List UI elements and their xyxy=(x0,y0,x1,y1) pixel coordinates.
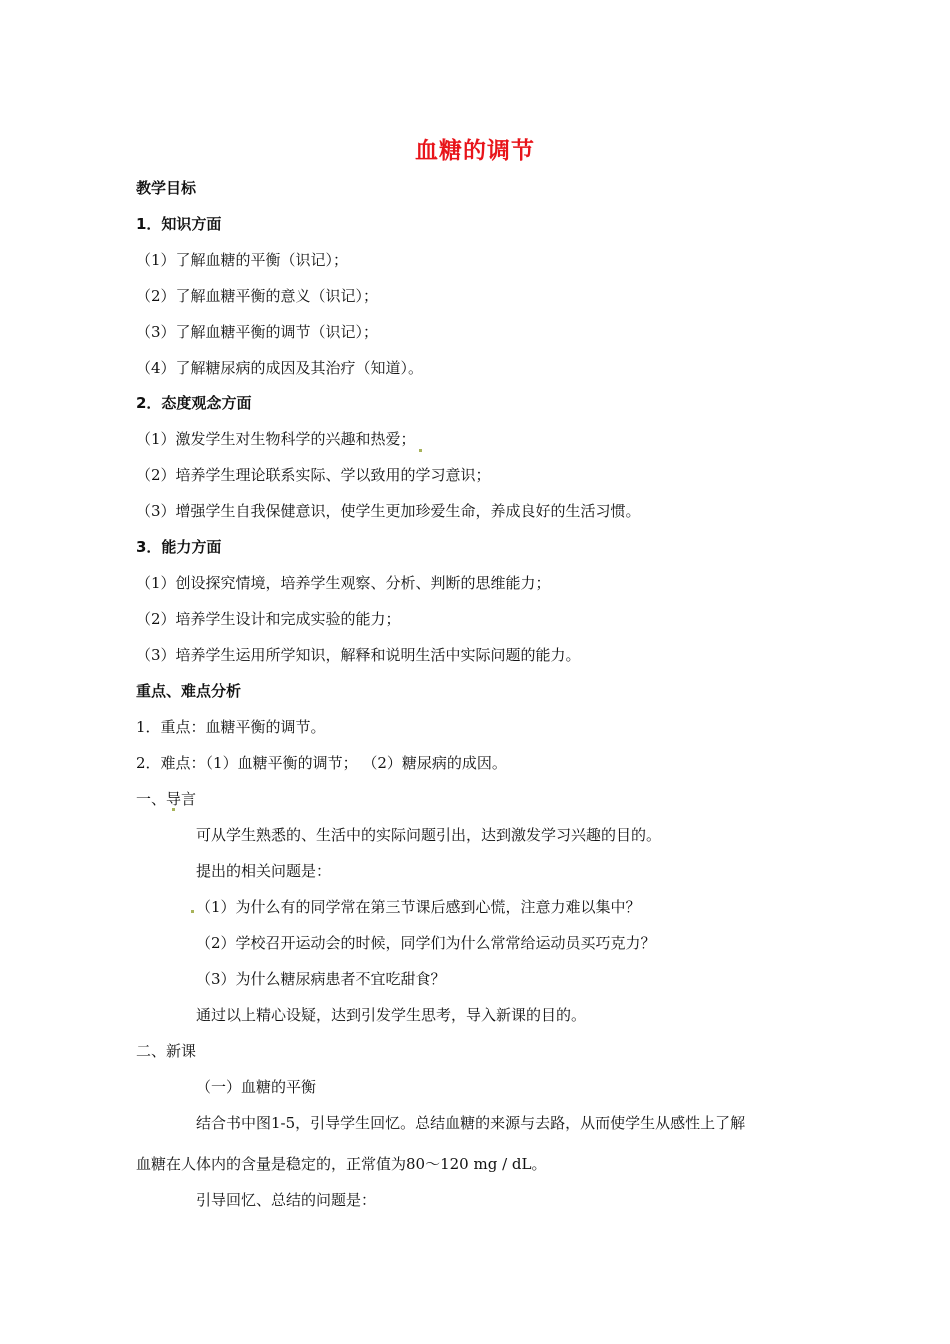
speck-mark xyxy=(191,910,194,913)
list-item: （1）创设探究情境，培养学生观察、分析、判断的思维能力； xyxy=(136,574,551,592)
paragraph-continuation: 血糖在人体内的含量是稳定的，正常值为80～120 mg / dL。 xyxy=(136,1155,547,1173)
question-item: （1）为什么有的同学常在第三节课后感到心慌，注意力难以集中？ xyxy=(196,898,641,916)
paragraph: 结合书中图1-5，引导学生回忆。总结血糖的来源与去路，从而使学生从感性上了解 xyxy=(196,1114,746,1132)
paragraph: 引导回忆、总结的问题是： xyxy=(196,1191,377,1209)
question-item: （3）为什么糖尿病患者不宜吃甜食？ xyxy=(196,970,446,988)
list-item: （3）增强学生自我保健意识，使学生更加珍爱生命，养成良好的生活习惯。 xyxy=(136,502,641,520)
list-item: （1）了解血糖的平衡（识记）； xyxy=(136,251,349,269)
list-item: （1）激发学生对生物科学的兴趣和热爱； xyxy=(136,430,416,448)
speck-mark xyxy=(419,449,422,452)
section-heading-introduction: 一、导言 xyxy=(136,790,197,808)
section-heading-new-lesson: 二、新课 xyxy=(136,1042,197,1060)
paragraph: 提出的相关问题是： xyxy=(196,862,332,880)
difficulty-line: 2．难点：（1）血糖平衡的调节； （2）糖尿病的成因。 xyxy=(136,754,507,772)
section-heading-key-points: 重点、难点分析 xyxy=(136,682,242,700)
subsection-heading: （一）血糖的平衡 xyxy=(196,1078,317,1096)
document-title: 血糖的调节 xyxy=(415,138,535,164)
paragraph: 通过以上精心设疑，达到引发学生思考，导入新课的目的。 xyxy=(196,1006,587,1024)
section-heading-objectives: 教学目标 xyxy=(136,179,197,197)
subheading-knowledge: 1．知识方面 xyxy=(136,215,222,233)
list-item: （2）培养学生理论联系实际、学以致用的学习意识； xyxy=(136,466,491,484)
list-item: （2）培养学生设计和完成实验的能力； xyxy=(136,610,401,628)
list-item: （4）了解糖尿病的成因及其治疗（知道）。 xyxy=(136,359,424,377)
subheading-attitude: 2．态度观念方面 xyxy=(136,394,252,412)
list-item: （3）培养学生运用所学知识，解释和说明生活中实际问题的能力。 xyxy=(136,646,581,664)
key-point-line: 1．重点：血糖平衡的调节。 xyxy=(136,718,326,736)
question-item: （2）学校召开运动会的时候，同学们为什么常常给运动员买巧克力？ xyxy=(196,934,656,952)
list-item: （3）了解血糖平衡的调节（识记）； xyxy=(136,323,379,341)
speck-mark xyxy=(172,808,175,811)
list-item: （2）了解血糖平衡的意义（识记）； xyxy=(136,287,379,305)
subheading-ability: 3．能力方面 xyxy=(136,538,222,556)
paragraph: 可从学生熟悉的、生活中的实际问题引出，达到激发学习兴趣的目的。 xyxy=(196,826,662,844)
